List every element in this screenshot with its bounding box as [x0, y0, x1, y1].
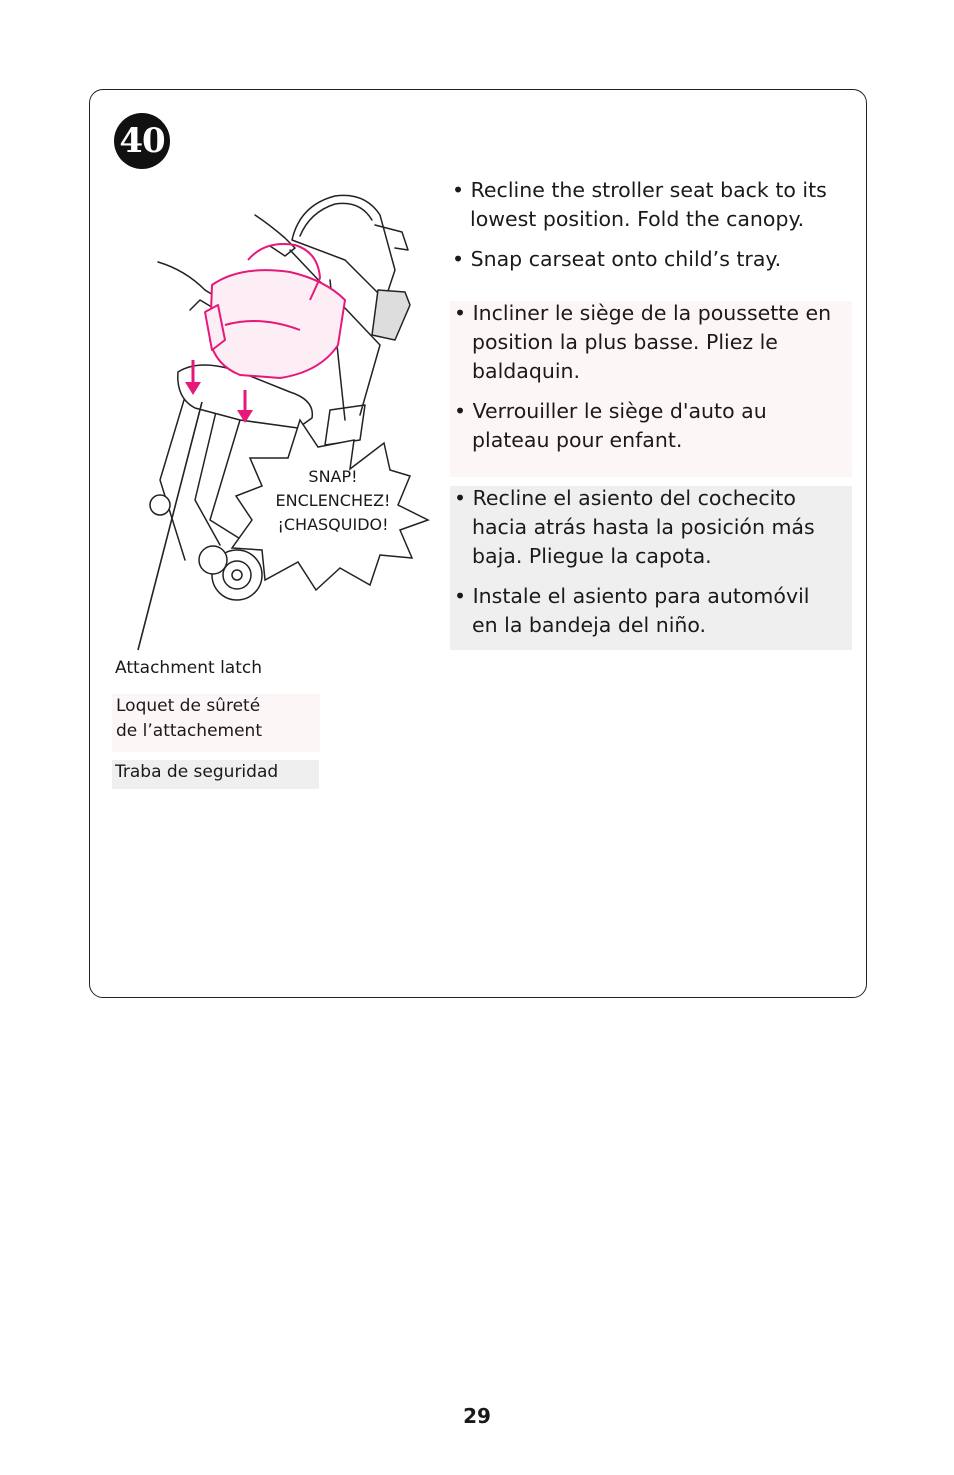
carseat-shape	[205, 244, 345, 378]
instruction-fr-2: • Verrouiller le siège d'auto au plateau pour enfant.	[454, 399, 767, 452]
instructions-english	[450, 176, 850, 285]
page-number: 29	[463, 1404, 491, 1428]
instructions-spanish	[450, 486, 852, 650]
instruction-en-2: • Snap carseat onto child’s tray.	[452, 247, 782, 271]
instruction-fr-1: • Incliner le siège de la poussette en position la plus basse. Pliez le baldaquin.	[454, 301, 832, 383]
instructions-french	[450, 301, 852, 477]
latch-label-french: Loquet de sûreté de l’attachement	[112, 694, 320, 752]
instruction-es-2: • Instale el asiento para automóvil en la bandeja del niño.	[454, 584, 810, 637]
instruction-en-1: • Recline the stroller seat back to its lowest position. Fold the canopy.	[452, 178, 827, 231]
pocket-shape	[372, 290, 410, 340]
latch-label-spanish: Traba de seguridad	[112, 760, 319, 789]
step-number-badge: 40	[114, 113, 170, 169]
snap-callout-text: SNAP! ENCLENCHEZ! ¡CHASQUIDO!	[275, 467, 391, 534]
instruction-es-1: • Recline el asiento del cochecito hacia atrás hasta la posición más baja. Pliegue la capota.	[454, 486, 815, 568]
stroller-carseat-illustration	[110, 190, 430, 660]
latch-label-english: Attachment latch	[115, 658, 262, 678]
latch-leader-line	[138, 402, 202, 650]
